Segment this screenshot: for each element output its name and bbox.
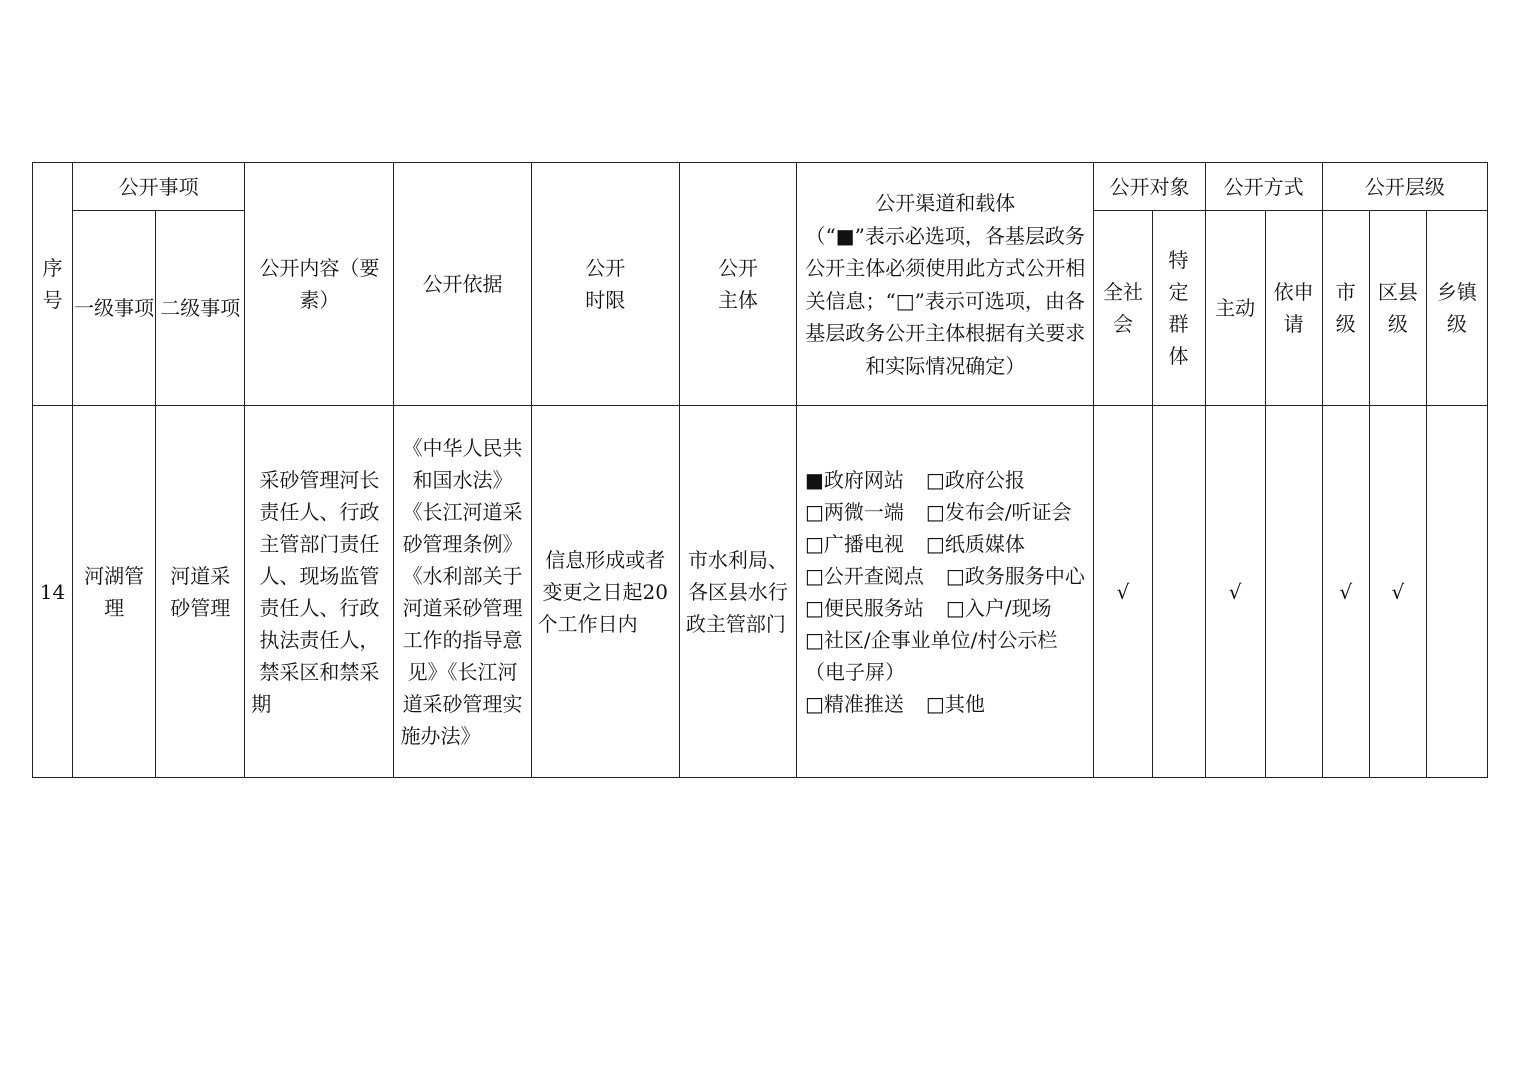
row-subject: 市水利局、各区县水行政主管部门 bbox=[679, 406, 796, 778]
header-object-all: 全社会 bbox=[1094, 211, 1152, 406]
header-object-specific: 特定群体 bbox=[1152, 211, 1205, 406]
header-items-group: 公开事项 bbox=[73, 163, 245, 211]
header-basis: 公开依据 bbox=[394, 163, 531, 406]
check-mark-icon: √ bbox=[1339, 579, 1353, 604]
channel-list bbox=[805, 464, 1085, 720]
row-level-county bbox=[1369, 406, 1426, 778]
row-method-active bbox=[1205, 406, 1265, 778]
header-channel bbox=[797, 163, 1094, 406]
header-level-group: 公开层级 bbox=[1322, 163, 1487, 211]
channel-option: □广播电视 bbox=[805, 531, 904, 556]
header-level2: 二级事项 bbox=[156, 211, 245, 406]
channel-option: □发布会/听证会 bbox=[925, 499, 1072, 524]
channel-line bbox=[805, 688, 1085, 720]
header-method-active: 主动 bbox=[1205, 211, 1265, 406]
channel-option: □两微一端 bbox=[805, 499, 904, 524]
row-object-all bbox=[1094, 406, 1152, 778]
channel-option: □政府公报 bbox=[925, 467, 1025, 492]
check-mark-icon: √ bbox=[1391, 579, 1405, 604]
channel-option: □政务服务中心 bbox=[945, 563, 1085, 588]
header-object-group: 公开对象 bbox=[1094, 163, 1205, 211]
header-time-limit: 公开时限 bbox=[531, 163, 679, 406]
channel-option: □精准推送 bbox=[805, 691, 904, 716]
channel-option: ■政府网站 bbox=[805, 467, 904, 492]
row-level1: 河湖管理 bbox=[73, 406, 156, 778]
table-row bbox=[33, 406, 1488, 778]
channel-line bbox=[805, 464, 1085, 496]
row-method-request bbox=[1265, 406, 1322, 778]
channel-option: □公开查阅点 bbox=[805, 563, 924, 588]
header-content: 公开内容（要素） bbox=[245, 163, 394, 406]
header-subject: 公开主体 bbox=[679, 163, 796, 406]
header-level-city: 市级 bbox=[1322, 211, 1369, 406]
disclosure-table bbox=[32, 162, 1488, 778]
channel-line bbox=[805, 624, 1085, 688]
header-level-county: 区县级 bbox=[1369, 211, 1426, 406]
row-seq: 14 bbox=[33, 406, 73, 778]
channel-option: □纸质媒体 bbox=[925, 531, 1025, 556]
channel-note: （“■”表示必选项，各基层政务公开主体必须使用此方式公开相关信息；“□”表示可选项，由各基层政务公开主体根据有关要求和实际情况确定） bbox=[805, 223, 1086, 378]
header-method-group: 公开方式 bbox=[1205, 163, 1322, 211]
channel-option: □入户/现场 bbox=[945, 595, 1052, 620]
row-level2: 河道采砂管理 bbox=[156, 406, 245, 778]
row-time-limit: 信息形成或者变更之日起20个工作日内 bbox=[531, 406, 679, 778]
row-basis: 《中华人民共和国水法》《长江河道采砂管理条例》《水利部关于河道采砂管理工作的指导意见》《长江河道采砂管理实施办法》 bbox=[394, 406, 531, 778]
channel-option: □便民服务站 bbox=[805, 595, 924, 620]
check-mark-icon: √ bbox=[1228, 579, 1242, 604]
check-mark-icon: √ bbox=[1116, 579, 1130, 604]
channel-line bbox=[805, 496, 1085, 528]
channel-line bbox=[805, 560, 1085, 592]
row-object-specific bbox=[1152, 406, 1205, 778]
row-level-town bbox=[1426, 406, 1487, 778]
channel-line bbox=[805, 528, 1085, 560]
header-level-town: 乡镇级 bbox=[1426, 211, 1487, 406]
channel-option: □其他 bbox=[925, 691, 985, 716]
header-seq: 序号 bbox=[33, 163, 73, 406]
channel-line bbox=[805, 592, 1085, 624]
row-content: 采砂管理河长责任人、行政主管部门责任人、现场监管责任人、行政执法责任人，禁采区和禁采期 bbox=[245, 406, 394, 778]
header-method-request: 依申请 bbox=[1265, 211, 1322, 406]
row-channels bbox=[797, 406, 1094, 778]
header-level1: 一级事项 bbox=[73, 211, 156, 406]
channel-title: 公开渠道和载体 bbox=[875, 190, 1016, 215]
row-level-city bbox=[1322, 406, 1369, 778]
channel-option: □社区/企事业单位/村公示栏（电子屏） bbox=[805, 627, 1058, 684]
header-row-1 bbox=[33, 163, 1488, 211]
